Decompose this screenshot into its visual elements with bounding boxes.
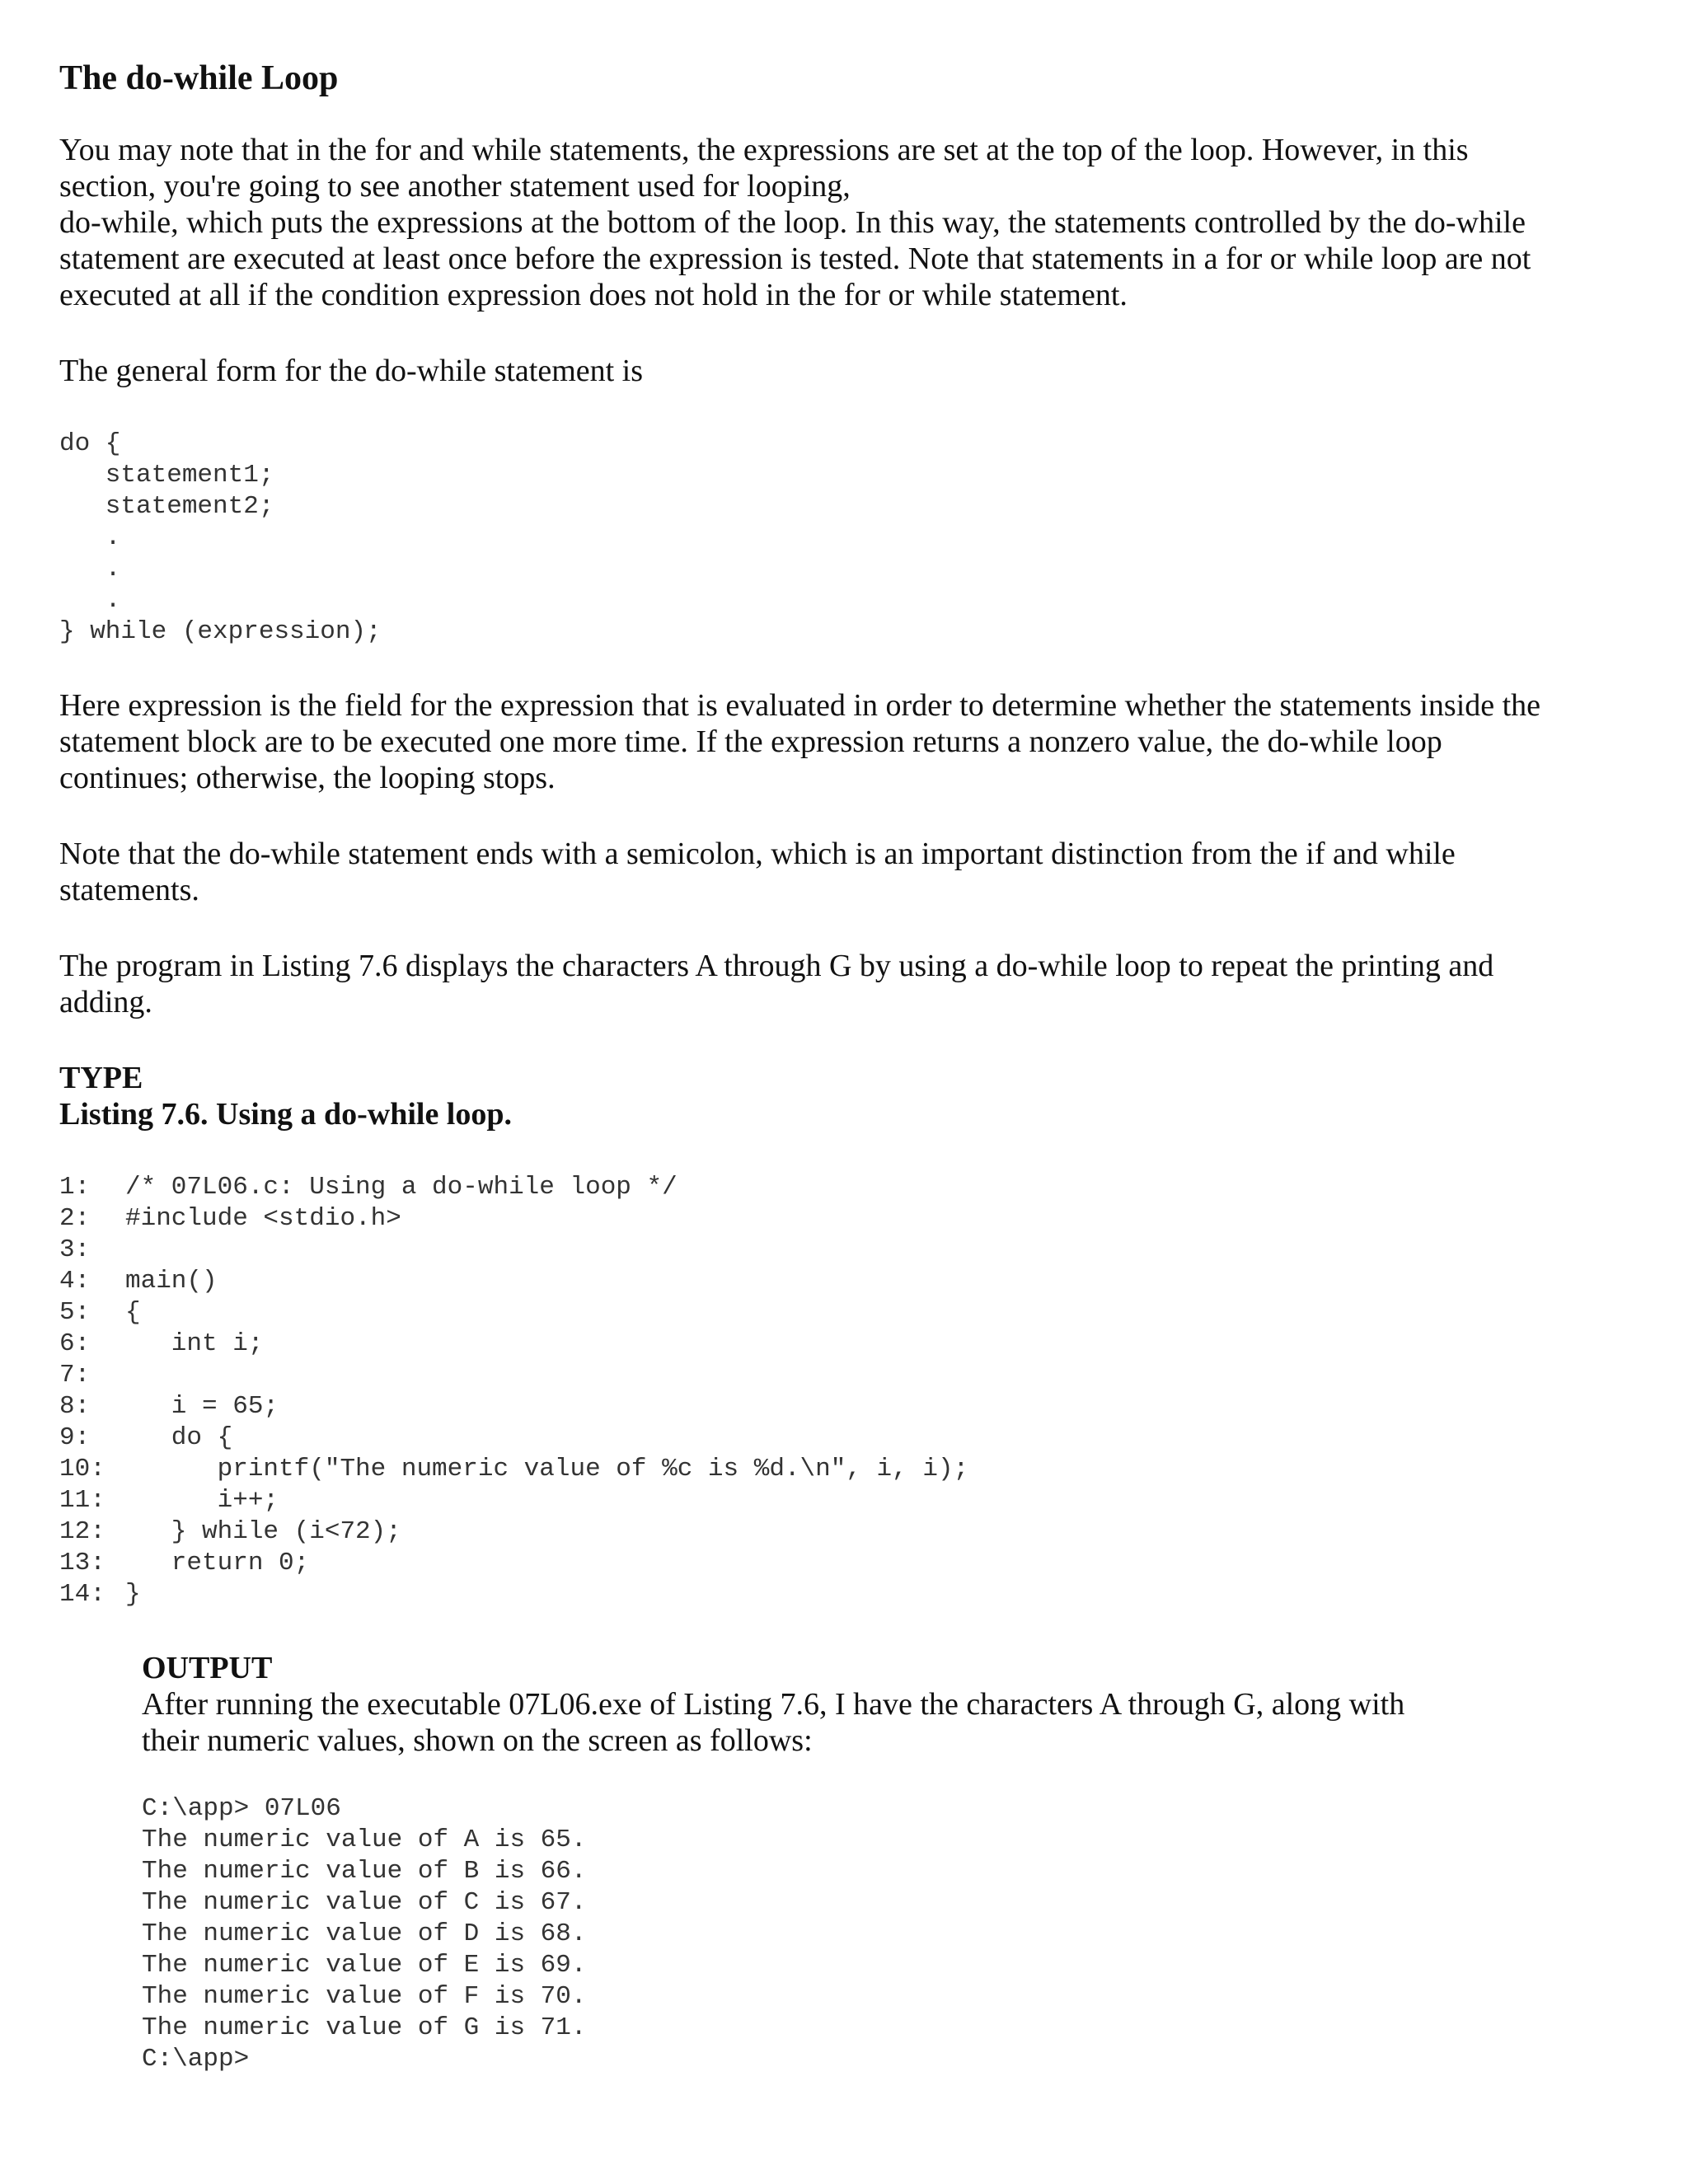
output-label: OUTPUT (142, 1651, 273, 1686)
text-line: adding. (59, 985, 152, 1020)
console-line: The numeric value of E is 69. (142, 1951, 587, 1980)
output-paragraph (142, 1650, 1642, 1759)
text-line: statements. (59, 873, 199, 908)
code-line: /* 07L06.c: Using a do-while loop */ (125, 1173, 678, 1202)
code-line: #include <stdio.h> (125, 1204, 401, 1234)
line-number: 3: (59, 1235, 91, 1265)
code-line: { (125, 1298, 141, 1328)
text-line: their numeric values, shown on the screen as follows: (142, 1723, 813, 1759)
page-title: The do-while Loop (59, 59, 339, 97)
console-line: The numeric value of D is 68. (142, 1919, 587, 1949)
code-line: . (59, 586, 121, 616)
text-line: executed at all if the condition expression does not hold in the for or while statement. (59, 278, 1128, 313)
listing-row (59, 1422, 1642, 1454)
text-line: do-while, which puts the expressions at the bottom of the loop. In this way, the statements controlled by the do-while (59, 205, 1526, 241)
listing-row (59, 1548, 1642, 1579)
listing-row (59, 1329, 1642, 1360)
code-line: i++; (125, 1486, 279, 1516)
code-line: statement2; (59, 492, 274, 522)
code-line: printf("The numeric value of %c is %d.\n", i, i); (125, 1455, 969, 1484)
text-line: After running the executable 07L06.exe of Listing 7.6, I have the characters A through G, along with (142, 1687, 1405, 1722)
line-number: 14: (59, 1580, 106, 1610)
line-number: 4: (59, 1267, 91, 1296)
code-line: } while (expression); (59, 617, 382, 647)
console-line: C:\app> 07L06 (142, 1794, 341, 1824)
expression-paragraph (59, 687, 1642, 796)
line-number: 10: (59, 1455, 106, 1484)
listing-row (59, 1203, 1642, 1235)
program-paragraph (59, 948, 1642, 1020)
code-line: } while (i<72); (125, 1517, 401, 1547)
text-line: statement block are to be executed one more time. If the expression returns a nonzero value, the do-while loop (59, 724, 1442, 760)
general-form-paragraph: The general form for the do-while statement is (59, 354, 644, 389)
line-number: 2: (59, 1204, 91, 1234)
code-line: return 0; (125, 1549, 310, 1578)
type-label: TYPE (59, 1061, 143, 1096)
listing-title: Listing 7.6. Using a do-while loop. (59, 1097, 512, 1132)
line-number: 6: (59, 1329, 91, 1359)
code-line: statement1; (59, 461, 274, 490)
console-line: The numeric value of A is 65. (142, 1825, 587, 1855)
listing-row (59, 1172, 1642, 1203)
text-line: continues; otherwise, the looping stops. (59, 761, 556, 796)
listing-row (59, 1266, 1642, 1297)
general-form-code (59, 429, 1642, 648)
console-line: The numeric value of C is 67. (142, 1888, 587, 1918)
line-number: 12: (59, 1517, 106, 1547)
code-line: } (125, 1580, 141, 1610)
code-line: . (59, 555, 121, 584)
console-line: The numeric value of G is 71. (142, 2013, 587, 2043)
line-number: 8: (59, 1392, 91, 1422)
intro-paragraph (59, 132, 1642, 313)
console-line: The numeric value of F is 70. (142, 1982, 587, 2012)
listing-row (59, 1360, 1642, 1391)
code-line: int i; (125, 1329, 264, 1359)
listing-row (59, 1297, 1642, 1329)
text-line: You may note that in the for and while statements, the expressions are set at the top of the loop. However, in this (59, 133, 1469, 168)
code-line: do { (125, 1423, 233, 1453)
code-listing (59, 1172, 1642, 1610)
line-number: 7: (59, 1361, 91, 1390)
code-line: do { (59, 429, 121, 459)
line-number: 9: (59, 1423, 91, 1453)
line-number: 1: (59, 1173, 91, 1202)
listing-heading (59, 1060, 1642, 1132)
text-line: Here expression is the field for the expression that is evaluated in order to determine whether the statements inside the (59, 688, 1541, 724)
output-section (142, 1650, 1642, 2075)
code-line: main() (125, 1267, 218, 1296)
line-number: 5: (59, 1298, 91, 1328)
code-line: i = 65; (125, 1392, 279, 1422)
code-line: . (59, 523, 121, 553)
console-output (142, 1793, 1642, 2075)
text-line: statement are executed at least once before the expression is tested. Note that statements in a for or while loop are not (59, 241, 1531, 277)
listing-row (59, 1516, 1642, 1548)
line-number: 11: (59, 1486, 106, 1516)
listing-row (59, 1391, 1642, 1422)
document-page (59, 58, 1642, 2115)
text-line: section, you're going to see another statement used for looping, (59, 169, 851, 204)
listing-row (59, 1454, 1642, 1485)
line-number: 13: (59, 1549, 106, 1578)
note-paragraph (59, 836, 1642, 908)
console-line: C:\app> (142, 2045, 250, 2074)
console-line: The numeric value of B is 66. (142, 1857, 587, 1886)
listing-row (59, 1235, 1642, 1266)
text-line: The program in Listing 7.6 displays the characters A through G by using a do-while loop to repeat the printing and (59, 949, 1494, 984)
listing-row (59, 1579, 1642, 1610)
text-line: Note that the do-while statement ends with a semicolon, which is an important distinction from the if and while (59, 837, 1456, 872)
listing-row (59, 1485, 1642, 1516)
